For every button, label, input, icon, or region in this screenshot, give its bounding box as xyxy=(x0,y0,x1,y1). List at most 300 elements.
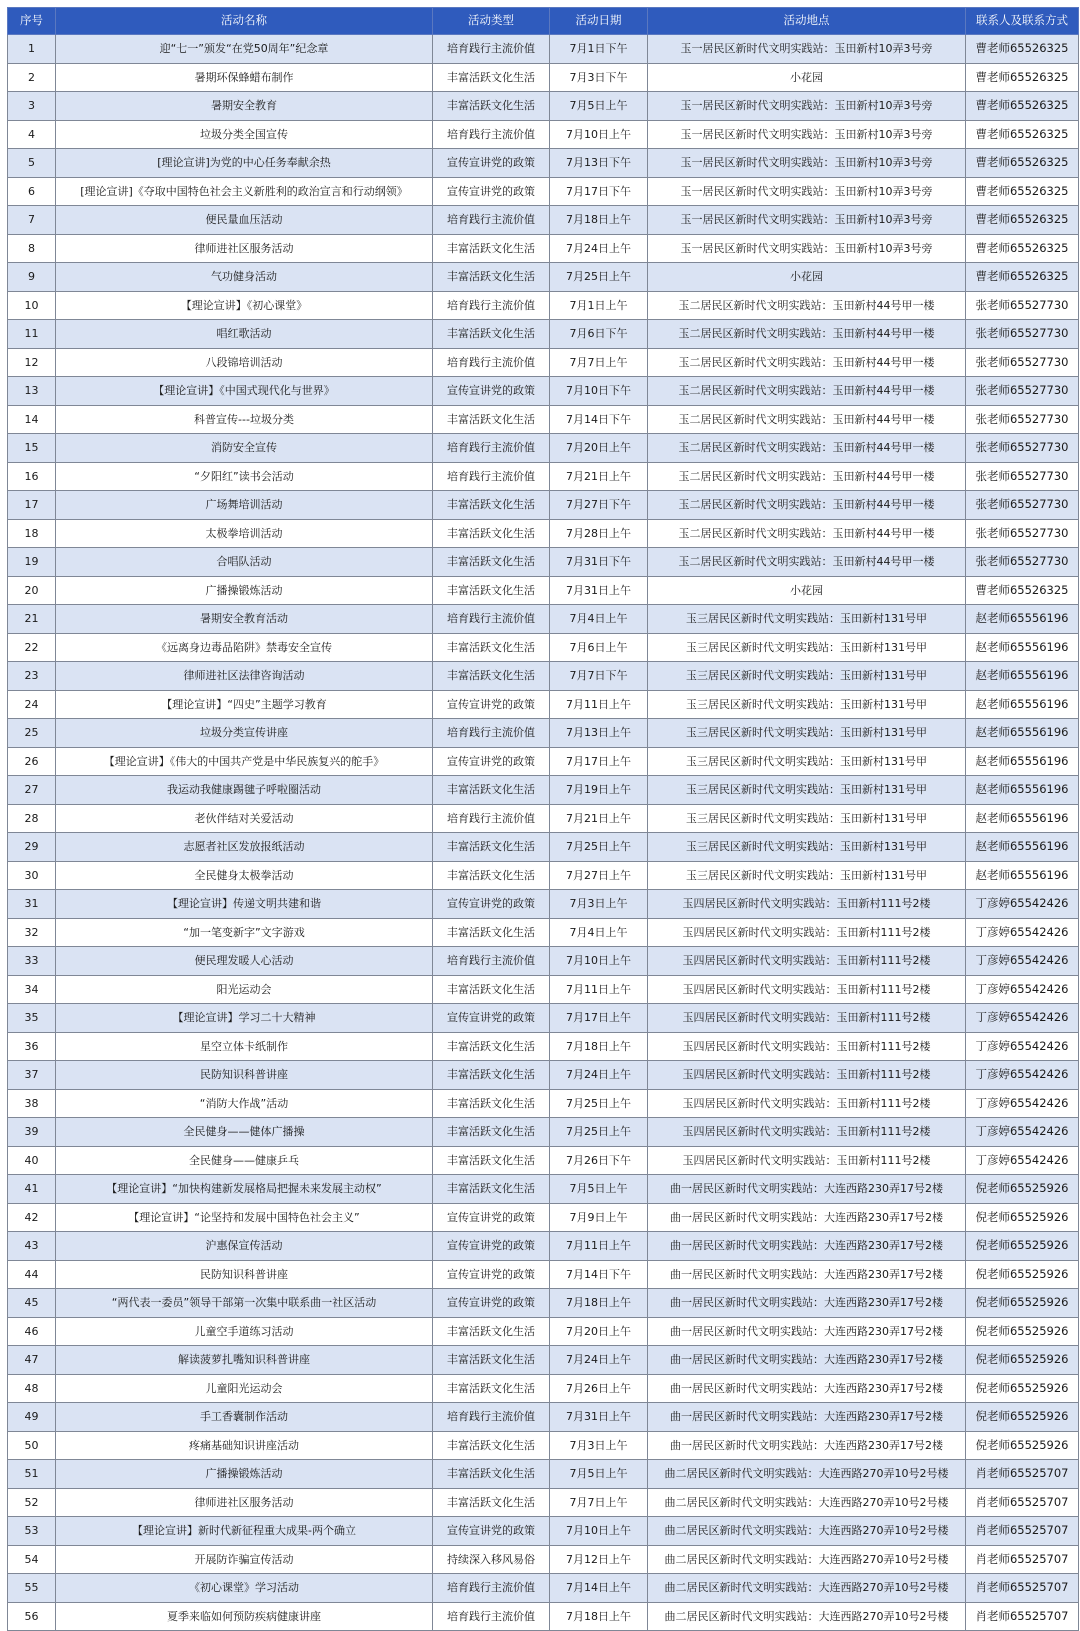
cell-activity-type: 丰富活跃文化生活 xyxy=(433,1488,550,1517)
cell-activity-location: 曲一居民区新时代文明实践站：大连西路230弄17号2楼 xyxy=(648,1260,966,1289)
table-row[interactable] xyxy=(8,890,1079,919)
table-row[interactable] xyxy=(8,1260,1079,1289)
cell-activity-name: 《初心课堂》学习活动 xyxy=(56,1574,433,1603)
cell-index: 52 xyxy=(8,1488,56,1517)
table-row[interactable] xyxy=(8,833,1079,862)
cell-activity-location: 小花园 xyxy=(648,63,966,92)
cell-activity-type: 宣传宣讲党的政策 xyxy=(433,1260,550,1289)
cell-activity-name: 儿童空手道练习活动 xyxy=(56,1317,433,1346)
cell-index: 20 xyxy=(8,576,56,605)
table-row[interactable] xyxy=(8,519,1079,548)
cell-activity-date: 7月21日上午 xyxy=(550,804,648,833)
cell-index: 55 xyxy=(8,1574,56,1603)
cell-activity-type: 丰富活跃文化生活 xyxy=(433,1374,550,1403)
cell-activity-type: 培育践行主流价值 xyxy=(433,1574,550,1603)
cell-index: 46 xyxy=(8,1317,56,1346)
cell-contact: 肖老师65525707 xyxy=(966,1460,1079,1489)
cell-activity-date: 7月7日下午 xyxy=(550,662,648,691)
cell-activity-type: 丰富活跃文化生活 xyxy=(433,861,550,890)
cell-activity-name: 八段锦培训活动 xyxy=(56,348,433,377)
col-header-index[interactable]: 序号 xyxy=(8,8,56,35)
table-row[interactable] xyxy=(8,206,1079,235)
cell-index: 4 xyxy=(8,120,56,149)
cell-activity-location: 曲一居民区新时代文明实践站：大连西路230弄17号2楼 xyxy=(648,1175,966,1204)
cell-activity-type: 宣传宣讲党的政策 xyxy=(433,1289,550,1318)
cell-activity-date: 7月3日上午 xyxy=(550,890,648,919)
col-header-activity-date[interactable]: 活动日期 xyxy=(550,8,648,35)
col-header-activity-location[interactable]: 活动地点 xyxy=(648,8,966,35)
table-row[interactable] xyxy=(8,633,1079,662)
cell-activity-type: 宣传宣讲党的政策 xyxy=(433,1004,550,1033)
table-row[interactable] xyxy=(8,947,1079,976)
cell-activity-location: 玉二居民区新时代文明实践站：玉田新村44号甲一楼 xyxy=(648,462,966,491)
cell-activity-name: 老伙伴结对关爱活动 xyxy=(56,804,433,833)
cell-activity-name: [理论宣讲]《夺取中国特色社会主义新胜利的政治宣言和行动纲领》 xyxy=(56,177,433,206)
cell-activity-name: 垃圾分类宣传讲座 xyxy=(56,719,433,748)
table-body xyxy=(8,35,1079,1631)
table-row[interactable] xyxy=(8,776,1079,805)
table-row[interactable] xyxy=(8,149,1079,178)
cell-index: 47 xyxy=(8,1346,56,1375)
table-row[interactable] xyxy=(8,975,1079,1004)
cell-activity-type: 宣传宣讲党的政策 xyxy=(433,1203,550,1232)
cell-contact: 曹老师65526325 xyxy=(966,234,1079,263)
cell-contact: 张老师65527730 xyxy=(966,519,1079,548)
cell-activity-type: 宣传宣讲党的政策 xyxy=(433,890,550,919)
cell-activity-type: 丰富活跃文化生活 xyxy=(433,1089,550,1118)
cell-activity-name: 【理论宣讲】“论坚持和发展中国特色社会主义” xyxy=(56,1203,433,1232)
cell-contact: 倪老师65525926 xyxy=(966,1374,1079,1403)
cell-activity-name: [理论宣讲]为党的中心任务奉献余热 xyxy=(56,149,433,178)
table-row[interactable] xyxy=(8,263,1079,292)
cell-activity-location: 曲一居民区新时代文明实践站：大连西路230弄17号2楼 xyxy=(648,1431,966,1460)
cell-activity-name: 民防知识科普讲座 xyxy=(56,1260,433,1289)
cell-activity-location: 玉四居民区新时代文明实践站：玉田新村111号2楼 xyxy=(648,1089,966,1118)
cell-contact: 赵老师65556196 xyxy=(966,662,1079,691)
cell-index: 17 xyxy=(8,491,56,520)
cell-index: 40 xyxy=(8,1146,56,1175)
cell-activity-date: 7月10日上午 xyxy=(550,947,648,976)
table-row[interactable] xyxy=(8,434,1079,463)
cell-activity-name: 消防安全宣传 xyxy=(56,434,433,463)
cell-index: 42 xyxy=(8,1203,56,1232)
cell-activity-date: 7月21日上午 xyxy=(550,462,648,491)
cell-index: 28 xyxy=(8,804,56,833)
cell-activity-type: 丰富活跃文化生活 xyxy=(433,1346,550,1375)
table-row[interactable] xyxy=(8,1061,1079,1090)
cell-index: 3 xyxy=(8,92,56,121)
table-row[interactable] xyxy=(8,1118,1079,1147)
cell-activity-date: 7月18日上午 xyxy=(550,1289,648,1318)
cell-contact: 赵老师65556196 xyxy=(966,833,1079,862)
cell-index: 13 xyxy=(8,377,56,406)
cell-contact: 倪老师65525926 xyxy=(966,1260,1079,1289)
cell-index: 34 xyxy=(8,975,56,1004)
cell-contact: 张老师65527730 xyxy=(966,377,1079,406)
cell-activity-type: 丰富活跃文化生活 xyxy=(433,1317,550,1346)
cell-activity-date: 7月10日上午 xyxy=(550,1517,648,1546)
cell-activity-name: “消防大作战”活动 xyxy=(56,1089,433,1118)
cell-activity-date: 7月5日上午 xyxy=(550,1175,648,1204)
cell-activity-location: 曲一居民区新时代文明实践站：大连西路230弄17号2楼 xyxy=(648,1203,966,1232)
cell-activity-name: 沪惠保宣传活动 xyxy=(56,1232,433,1261)
cell-activity-date: 7月18日上午 xyxy=(550,206,648,235)
cell-contact: 肖老师65525707 xyxy=(966,1602,1079,1631)
table-row[interactable] xyxy=(8,377,1079,406)
cell-activity-date: 7月10日下午 xyxy=(550,377,648,406)
cell-activity-type: 丰富活跃文化生活 xyxy=(433,576,550,605)
cell-activity-name: 暑期安全教育 xyxy=(56,92,433,121)
cell-contact: 丁彦婷65542426 xyxy=(966,1004,1079,1033)
cell-contact: 丁彦婷65542426 xyxy=(966,947,1079,976)
cell-activity-location: 玉二居民区新时代文明实践站：玉田新村44号甲一楼 xyxy=(648,519,966,548)
cell-contact: 张老师65527730 xyxy=(966,291,1079,320)
cell-activity-name: 太极拳培训活动 xyxy=(56,519,433,548)
table-row[interactable] xyxy=(8,120,1079,149)
table-row[interactable] xyxy=(8,320,1079,349)
cell-activity-name: 民防知识科普讲座 xyxy=(56,1061,433,1090)
cell-activity-type: 宣传宣讲党的政策 xyxy=(433,149,550,178)
cell-activity-date: 7月20日上午 xyxy=(550,434,648,463)
table-row[interactable] xyxy=(8,491,1079,520)
cell-index: 15 xyxy=(8,434,56,463)
table-row[interactable] xyxy=(8,1346,1079,1375)
cell-activity-date: 7月3日下午 xyxy=(550,63,648,92)
table-row[interactable] xyxy=(8,1203,1079,1232)
cell-activity-location: 玉一居民区新时代文明实践站：玉田新村10弄3号旁 xyxy=(648,149,966,178)
cell-activity-date: 7月26日上午 xyxy=(550,1374,648,1403)
table-row[interactable] xyxy=(8,548,1079,577)
cell-activity-type: 丰富活跃文化生活 xyxy=(433,975,550,1004)
cell-activity-location: 玉一居民区新时代文明实践站：玉田新村10弄3号旁 xyxy=(648,92,966,121)
cell-contact: 曹老师65526325 xyxy=(966,263,1079,292)
table-row[interactable] xyxy=(8,1004,1079,1033)
cell-activity-date: 7月4日上午 xyxy=(550,605,648,634)
cell-activity-date: 7月11日上午 xyxy=(550,975,648,1004)
cell-index: 53 xyxy=(8,1517,56,1546)
cell-contact: 张老师65527730 xyxy=(966,405,1079,434)
cell-activity-name: 全民健身——健康乒乓 xyxy=(56,1146,433,1175)
cell-contact: 倪老师65525926 xyxy=(966,1346,1079,1375)
cell-activity-date: 7月14日上午 xyxy=(550,1574,648,1603)
cell-activity-location: 曲一居民区新时代文明实践站：大连西路230弄17号2楼 xyxy=(648,1289,966,1318)
cell-activity-location: 玉四居民区新时代文明实践站：玉田新村111号2楼 xyxy=(648,1061,966,1090)
cell-activity-type: 丰富活跃文化生活 xyxy=(433,833,550,862)
cell-activity-type: 宣传宣讲党的政策 xyxy=(433,1232,550,1261)
cell-activity-date: 7月6日下午 xyxy=(550,320,648,349)
table-row[interactable] xyxy=(8,1317,1079,1346)
cell-activity-type: 丰富活跃文化生活 xyxy=(433,519,550,548)
cell-activity-type: 丰富活跃文化生活 xyxy=(433,662,550,691)
table-row[interactable] xyxy=(8,291,1079,320)
cell-index: 6 xyxy=(8,177,56,206)
cell-activity-location: 玉二居民区新时代文明实践站：玉田新村44号甲一楼 xyxy=(648,405,966,434)
cell-activity-type: 丰富活跃文化生活 xyxy=(433,320,550,349)
cell-index: 19 xyxy=(8,548,56,577)
cell-activity-type: 培育践行主流价值 xyxy=(433,206,550,235)
cell-index: 25 xyxy=(8,719,56,748)
cell-activity-name: 【理论宣讲】《初心课堂》 xyxy=(56,291,433,320)
cell-contact: 肖老师65525707 xyxy=(966,1574,1079,1603)
cell-activity-type: 宣传宣讲党的政策 xyxy=(433,747,550,776)
cell-contact: 曹老师65526325 xyxy=(966,149,1079,178)
cell-activity-name: 【理论宣讲】新时代新征程重大成果-两个确立 xyxy=(56,1517,433,1546)
table-row[interactable] xyxy=(8,747,1079,776)
cell-activity-location: 玉四居民区新时代文明实践站：玉田新村111号2楼 xyxy=(648,975,966,1004)
cell-activity-type: 丰富活跃文化生活 xyxy=(433,1032,550,1061)
table-row[interactable] xyxy=(8,1517,1079,1546)
cell-activity-date: 7月17日上午 xyxy=(550,1004,648,1033)
cell-activity-date: 7月1日上午 xyxy=(550,291,648,320)
cell-activity-type: 宣传宣讲党的政策 xyxy=(433,377,550,406)
table-row[interactable] xyxy=(8,92,1079,121)
cell-activity-type: 培育践行主流价值 xyxy=(433,1602,550,1631)
cell-index: 36 xyxy=(8,1032,56,1061)
cell-activity-type: 培育践行主流价值 xyxy=(433,719,550,748)
cell-activity-name: 【理论宣讲】学习二十大精神 xyxy=(56,1004,433,1033)
table-row[interactable] xyxy=(8,719,1079,748)
table-row[interactable] xyxy=(8,1574,1079,1603)
cell-activity-date: 7月18日上午 xyxy=(550,1032,648,1061)
cell-activity-location: 玉三居民区新时代文明实践站：玉田新村131号甲 xyxy=(648,662,966,691)
cell-contact: 丁彦婷65542426 xyxy=(966,918,1079,947)
cell-contact: 肖老师65525707 xyxy=(966,1545,1079,1574)
cell-activity-location: 玉四居民区新时代文明实践站：玉田新村111号2楼 xyxy=(648,1118,966,1147)
table-row[interactable] xyxy=(8,1232,1079,1261)
cell-index: 54 xyxy=(8,1545,56,1574)
table-row[interactable] xyxy=(8,690,1079,719)
cell-activity-location: 玉一居民区新时代文明实践站：玉田新村10弄3号旁 xyxy=(648,120,966,149)
table-row[interactable] xyxy=(8,1403,1079,1432)
cell-activity-location: 玉四居民区新时代文明实践站：玉田新村111号2楼 xyxy=(648,1004,966,1033)
cell-activity-name: 阳光运动会 xyxy=(56,975,433,1004)
cell-activity-name: 律师进社区服务活动 xyxy=(56,1488,433,1517)
cell-activity-location: 玉二居民区新时代文明实践站：玉田新村44号甲一楼 xyxy=(648,434,966,463)
cell-activity-location: 玉四居民区新时代文明实践站：玉田新村111号2楼 xyxy=(648,1146,966,1175)
table-row[interactable] xyxy=(8,1089,1079,1118)
table-row[interactable] xyxy=(8,1146,1079,1175)
cell-activity-date: 7月12日上午 xyxy=(550,1545,648,1574)
cell-activity-name: 唱红歌活动 xyxy=(56,320,433,349)
table-row[interactable] xyxy=(8,234,1079,263)
cell-activity-location: 玉二居民区新时代文明实践站：玉田新村44号甲一楼 xyxy=(648,348,966,377)
cell-index: 37 xyxy=(8,1061,56,1090)
cell-activity-type: 丰富活跃文化生活 xyxy=(433,1175,550,1204)
cell-activity-name: 便民量血压活动 xyxy=(56,206,433,235)
table-row[interactable] xyxy=(8,576,1079,605)
cell-activity-date: 7月14日下午 xyxy=(550,405,648,434)
cell-index: 22 xyxy=(8,633,56,662)
cell-contact: 赵老师65556196 xyxy=(966,804,1079,833)
cell-activity-type: 丰富活跃文化生活 xyxy=(433,491,550,520)
cell-activity-date: 7月1日下午 xyxy=(550,35,648,64)
col-header-activity-name[interactable]: 活动名称 xyxy=(56,8,433,35)
cell-activity-type: 培育践行主流价值 xyxy=(433,804,550,833)
cell-activity-location: 玉二居民区新时代文明实践站：玉田新村44号甲一楼 xyxy=(648,377,966,406)
activity-table xyxy=(7,7,1079,1631)
cell-activity-location: 玉一居民区新时代文明实践站：玉田新村10弄3号旁 xyxy=(648,177,966,206)
table-row[interactable] xyxy=(8,605,1079,634)
cell-index: 31 xyxy=(8,890,56,919)
cell-activity-type: 丰富活跃文化生活 xyxy=(433,633,550,662)
cell-index: 50 xyxy=(8,1431,56,1460)
cell-activity-name: 儿童阳光运动会 xyxy=(56,1374,433,1403)
table-row[interactable] xyxy=(8,462,1079,491)
cell-activity-location: 玉三居民区新时代文明实践站：玉田新村131号甲 xyxy=(648,861,966,890)
cell-activity-name: 解读菠萝扎嘴知识科普讲座 xyxy=(56,1346,433,1375)
cell-activity-type: 丰富活跃文化生活 xyxy=(433,1061,550,1090)
cell-activity-type: 宣传宣讲党的政策 xyxy=(433,690,550,719)
cell-activity-name: 科普宣传---垃圾分类 xyxy=(56,405,433,434)
cell-activity-location: 曲二居民区新时代文明实践站：大连西路270弄10号2号楼 xyxy=(648,1517,966,1546)
cell-activity-type: 培育践行主流价值 xyxy=(433,291,550,320)
cell-index: 32 xyxy=(8,918,56,947)
cell-activity-date: 7月11日上午 xyxy=(550,1232,648,1261)
table-row[interactable] xyxy=(8,804,1079,833)
cell-activity-name: 开展防诈骗宣传活动 xyxy=(56,1545,433,1574)
cell-index: 11 xyxy=(8,320,56,349)
cell-contact: 赵老师65556196 xyxy=(966,719,1079,748)
cell-contact: 赵老师65556196 xyxy=(966,861,1079,890)
cell-index: 26 xyxy=(8,747,56,776)
cell-activity-date: 7月26日下午 xyxy=(550,1146,648,1175)
cell-activity-date: 7月4日上午 xyxy=(550,918,648,947)
cell-activity-date: 7月7日上午 xyxy=(550,1488,648,1517)
cell-activity-type: 培育践行主流价值 xyxy=(433,947,550,976)
cell-contact: 赵老师65556196 xyxy=(966,747,1079,776)
cell-index: 9 xyxy=(8,263,56,292)
cell-index: 51 xyxy=(8,1460,56,1489)
table-row[interactable] xyxy=(8,918,1079,947)
cell-contact: 丁彦婷65542426 xyxy=(966,890,1079,919)
cell-activity-location: 曲二居民区新时代文明实践站：大连西路270弄10号2号楼 xyxy=(648,1460,966,1489)
cell-activity-location: 玉三居民区新时代文明实践站：玉田新村131号甲 xyxy=(648,605,966,634)
cell-activity-date: 7月17日上午 xyxy=(550,747,648,776)
cell-index: 8 xyxy=(8,234,56,263)
cell-activity-date: 7月31日上午 xyxy=(550,576,648,605)
cell-activity-type: 培育践行主流价值 xyxy=(433,120,550,149)
col-header-activity-type[interactable]: 活动类型 xyxy=(433,8,550,35)
cell-index: 35 xyxy=(8,1004,56,1033)
cell-contact: 倪老师65525926 xyxy=(966,1175,1079,1204)
cell-contact: 肖老师65525707 xyxy=(966,1488,1079,1517)
table-row[interactable] xyxy=(8,1431,1079,1460)
table-row[interactable] xyxy=(8,35,1079,64)
cell-activity-name: 迎“七一”颁发“在党50周年”纪念章 xyxy=(56,35,433,64)
cell-activity-type: 丰富活跃文化生活 xyxy=(433,1431,550,1460)
table-row[interactable] xyxy=(8,63,1079,92)
table-row[interactable] xyxy=(8,1175,1079,1204)
table-row[interactable] xyxy=(8,861,1079,890)
cell-activity-name: 志愿者社区发放报纸活动 xyxy=(56,833,433,862)
table-row[interactable] xyxy=(8,1602,1079,1631)
cell-activity-location: 曲一居民区新时代文明实践站：大连西路230弄17号2楼 xyxy=(648,1232,966,1261)
cell-activity-date: 7月13日上午 xyxy=(550,719,648,748)
cell-index: 24 xyxy=(8,690,56,719)
cell-activity-location: 玉一居民区新时代文明实践站：玉田新村10弄3号旁 xyxy=(648,234,966,263)
cell-activity-type: 培育践行主流价值 xyxy=(433,1403,550,1432)
cell-activity-date: 7月25日上午 xyxy=(550,263,648,292)
table-row[interactable] xyxy=(8,1374,1079,1403)
table-row[interactable] xyxy=(8,1289,1079,1318)
cell-activity-location: 曲一居民区新时代文明实践站：大连西路230弄17号2楼 xyxy=(648,1374,966,1403)
table-row[interactable] xyxy=(8,1460,1079,1489)
cell-activity-name: 我运动我健康踢毽子呼啦圈活动 xyxy=(56,776,433,805)
cell-index: 12 xyxy=(8,348,56,377)
table-row[interactable] xyxy=(8,1032,1079,1061)
cell-activity-type: 丰富活跃文化生活 xyxy=(433,263,550,292)
cell-index: 10 xyxy=(8,291,56,320)
cell-activity-location: 玉二居民区新时代文明实践站：玉田新村44号甲一楼 xyxy=(648,291,966,320)
cell-index: 48 xyxy=(8,1374,56,1403)
table-row[interactable] xyxy=(8,1488,1079,1517)
cell-contact: 倪老师65525926 xyxy=(966,1203,1079,1232)
cell-activity-name: 便民理发暖人心活动 xyxy=(56,947,433,976)
cell-activity-name: 【理论宣讲】传递文明共建和谐 xyxy=(56,890,433,919)
cell-activity-name: 【理论宣讲】“加快构建新发展格局把握未来发展主动权” xyxy=(56,1175,433,1204)
table-row[interactable] xyxy=(8,405,1079,434)
cell-activity-location: 玉一居民区新时代文明实践站：玉田新村10弄3号旁 xyxy=(648,35,966,64)
cell-activity-name: 律师进社区服务活动 xyxy=(56,234,433,263)
table-row[interactable] xyxy=(8,348,1079,377)
cell-activity-location: 玉三居民区新时代文明实践站：玉田新村131号甲 xyxy=(648,690,966,719)
cell-activity-type: 培育践行主流价值 xyxy=(433,462,550,491)
cell-activity-location: 玉三居民区新时代文明实践站：玉田新村131号甲 xyxy=(648,776,966,805)
cell-activity-location: 曲一居民区新时代文明实践站：大连西路230弄17号2楼 xyxy=(648,1317,966,1346)
cell-activity-type: 培育践行主流价值 xyxy=(433,35,550,64)
cell-activity-location: 曲二居民区新时代文明实践站：大连西路270弄10号2号楼 xyxy=(648,1545,966,1574)
cell-activity-type: 培育践行主流价值 xyxy=(433,605,550,634)
cell-activity-name: 广播操锻炼活动 xyxy=(56,576,433,605)
cell-activity-type: 丰富活跃文化生活 xyxy=(433,92,550,121)
cell-activity-type: 持续深入移风易俗 xyxy=(433,1545,550,1574)
cell-activity-location: 玉二居民区新时代文明实践站：玉田新村44号甲一楼 xyxy=(648,320,966,349)
cell-contact: 丁彦婷65542426 xyxy=(966,1032,1079,1061)
cell-index: 45 xyxy=(8,1289,56,1318)
cell-activity-type: 宣传宣讲党的政策 xyxy=(433,1517,550,1546)
cell-activity-type: 丰富活跃文化生活 xyxy=(433,1460,550,1489)
cell-activity-location: 玉四居民区新时代文明实践站：玉田新村111号2楼 xyxy=(648,1032,966,1061)
table-row[interactable] xyxy=(8,177,1079,206)
cell-activity-name: 气功健身活动 xyxy=(56,263,433,292)
cell-activity-location: 玉四居民区新时代文明实践站：玉田新村111号2楼 xyxy=(648,918,966,947)
col-header-contact[interactable]: 联系人及联系方式 xyxy=(966,8,1079,35)
cell-activity-type: 丰富活跃文化生活 xyxy=(433,918,550,947)
cell-activity-type: 丰富活跃文化生活 xyxy=(433,405,550,434)
cell-contact: 丁彦婷65542426 xyxy=(966,975,1079,1004)
cell-activity-type: 丰富活跃文化生活 xyxy=(433,63,550,92)
cell-activity-date: 7月18日上午 xyxy=(550,1602,648,1631)
cell-activity-date: 7月13日下午 xyxy=(550,149,648,178)
cell-activity-date: 7月3日上午 xyxy=(550,1431,648,1460)
cell-activity-name: 暑期安全教育活动 xyxy=(56,605,433,634)
table-header xyxy=(8,8,1079,35)
cell-activity-date: 7月19日上午 xyxy=(550,776,648,805)
cell-contact: 曹老师65526325 xyxy=(966,35,1079,64)
cell-activity-location: 玉四居民区新时代文明实践站：玉田新村111号2楼 xyxy=(648,947,966,976)
cell-activity-name: 律师进社区法律咨询活动 xyxy=(56,662,433,691)
table-row[interactable] xyxy=(8,662,1079,691)
cell-activity-location: 曲二居民区新时代文明实践站：大连西路270弄10号2号楼 xyxy=(648,1574,966,1603)
cell-index: 33 xyxy=(8,947,56,976)
cell-index: 43 xyxy=(8,1232,56,1261)
cell-activity-date: 7月27日下午 xyxy=(550,491,648,520)
cell-activity-type: 培育践行主流价值 xyxy=(433,348,550,377)
cell-activity-date: 7月25日上午 xyxy=(550,1118,648,1147)
cell-index: 16 xyxy=(8,462,56,491)
cell-activity-date: 7月25日上午 xyxy=(550,833,648,862)
table-row[interactable] xyxy=(8,1545,1079,1574)
